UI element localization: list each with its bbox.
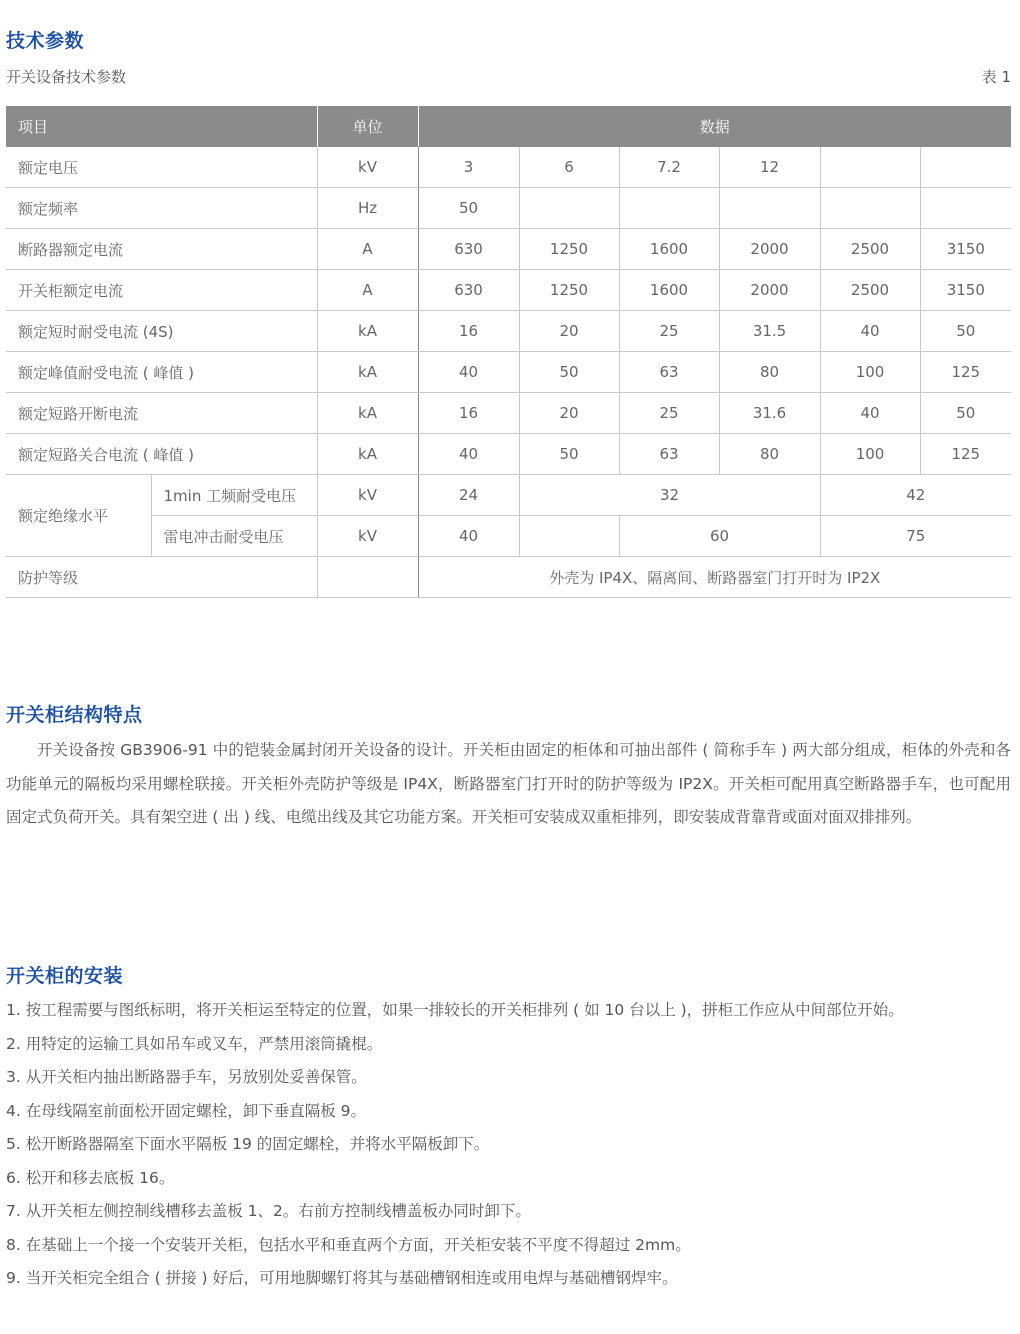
cell: 外壳为 IP4X、隔离间、断路器室门打开时为 IP2X [418, 557, 1011, 598]
list-item: 6. 松开和移去底板 16。 [6, 1168, 175, 1187]
list-item: 2. 用特定的运输工具如吊车或叉车，严禁用滚筒撬棍。 [6, 1034, 383, 1053]
table-row [6, 434, 1011, 475]
section-title-structure: 开关柜结构特点 [6, 704, 143, 726]
cell: 20 [519, 393, 619, 434]
cell: 31.5 [719, 311, 820, 352]
section-title-tech-params: 技术参数 [6, 30, 85, 52]
cell: 80 [719, 434, 820, 475]
table-row [6, 270, 1011, 311]
cell: 1250 [519, 270, 619, 311]
list-item: 3. 从开关柜内抽出断路器手车，另放别处妥善保管。 [6, 1068, 367, 1086]
row-label: 额定电压 [6, 147, 317, 188]
insulation-label: 额定绝缘水平 [6, 475, 151, 557]
cell: 75 [820, 516, 1011, 557]
installation-steps [6, 994, 1011, 1296]
table-row [6, 147, 1011, 188]
list-item: 8. 在基础上一个接一个安装开关柜，包括水平和垂直两个方面，开关柜安装不平度不得超过 2mm。 [6, 1235, 691, 1254]
row-unit: kV [317, 147, 418, 188]
table-caption-row [6, 66, 1011, 88]
row-unit: kV [317, 516, 418, 557]
list-item: 7. 从开关柜左侧控制线槽移去盖板 1、2。右前方控制线槽盖板办同时卸下。 [6, 1202, 531, 1220]
row-label: 开关柜额定电流 [6, 270, 317, 311]
row-unit: kA [317, 393, 418, 434]
table-caption: 开关设备技术参数 [6, 68, 127, 86]
table-row-protection [6, 557, 1011, 598]
cell: 40 [820, 311, 920, 352]
table-row-insulation-lightning [6, 516, 1011, 557]
table-row [6, 393, 1011, 434]
cell: 12 [719, 147, 820, 188]
cell: 2500 [820, 229, 920, 270]
cell: 1600 [619, 270, 719, 311]
row-label: 额定短时耐受电流 (4S) [6, 311, 317, 352]
list-item: 1. 按工程需要与图纸标明，将开关柜运至特定的位置，如果一排较长的开关柜排列 ( 如 10 台以上 )，拼柜工作应从中间部位开始。 [6, 1001, 904, 1019]
row-unit: Hz [317, 188, 418, 229]
cell [619, 188, 719, 229]
cell [820, 188, 920, 229]
cell: 25 [619, 311, 719, 352]
section-title-installation: 开关柜的安装 [6, 965, 124, 987]
cell [920, 188, 1011, 229]
cell: 16 [418, 311, 519, 352]
row-label: 断路器额定电流 [6, 229, 317, 270]
row-label: 雷电冲击耐受电压 [151, 516, 317, 557]
cell: 1600 [619, 229, 719, 270]
row-unit: A [317, 229, 418, 270]
cell: 50 [418, 188, 519, 229]
cell: 80 [719, 352, 820, 393]
cell: 20 [519, 311, 619, 352]
cell: 16 [418, 393, 519, 434]
row-label: 1min 工频耐受电压 [151, 475, 317, 516]
cell: 63 [619, 352, 719, 393]
table-header-row [6, 106, 1011, 147]
cell: 2000 [719, 229, 820, 270]
cell: 32 [519, 475, 820, 516]
cell: 40 [418, 516, 519, 557]
table-row [6, 229, 1011, 270]
cell: 7.2 [619, 147, 719, 188]
cell: 24 [418, 475, 519, 516]
cell [719, 188, 820, 229]
table-number: 表 1 [981, 68, 1011, 86]
cell [920, 147, 1011, 188]
row-label: 防护等级 [6, 557, 317, 598]
cell: 6 [519, 147, 619, 188]
row-unit: kA [317, 434, 418, 475]
spec-table [6, 106, 1011, 598]
row-label: 额定短路关合电流 ( 峰值 ) [6, 434, 317, 475]
row-unit [317, 557, 418, 598]
table-row [6, 352, 1011, 393]
table-row [6, 311, 1011, 352]
cell: 2000 [719, 270, 820, 311]
cell: 50 [920, 311, 1011, 352]
structure-paragraph: 开关设备按 GB3906-91 中的铠装金属封闭开关设备的设计。开关柜由固定的柜体和可抽出部件 ( 简称手车 ) 两大部分组成，柜体的外壳和各功能单元的隔板均采用螺栓联接。开关柜外壳防护等级是 IP4X，断路器室门打开时的防护等级为 IP2X。开关柜可配用真空断路器手车，也可配用固定式负荷开关。具有架空进 ( 出 ) 线、电缆出线及其它功能方案。开关柜可安装成双重柜排列，即安装成背靠背或面对面双排排列。 [6, 741, 1011, 826]
cell: 100 [820, 352, 920, 393]
cell: 31.6 [719, 393, 820, 434]
cell: 630 [418, 270, 519, 311]
cell: 2500 [820, 270, 920, 311]
cell [519, 188, 619, 229]
row-unit: A [317, 270, 418, 311]
cell: 1250 [519, 229, 619, 270]
cell: 25 [619, 393, 719, 434]
list-item: 5. 松开断路器隔室下面水平隔板 19 的固定螺栓，并将水平隔板卸下。 [6, 1135, 490, 1153]
cell [820, 147, 920, 188]
list-item: 9. 当开关柜完全组合 ( 拼接 ) 好后，可用地脚螺钉将其与基础槽钢相连或用电焊与基础槽钢焊牢。 [6, 1269, 678, 1287]
row-label: 额定峰值耐受电流 ( 峰值 ) [6, 352, 317, 393]
header-unit: 单位 [317, 106, 418, 147]
cell: 3150 [920, 229, 1011, 270]
cell: 125 [920, 352, 1011, 393]
cell: 50 [519, 352, 619, 393]
cell: 3 [418, 147, 519, 188]
table-row [6, 188, 1011, 229]
list-item: 4. 在母线隔室前面松开固定螺栓，卸下垂直隔板 9。 [6, 1101, 367, 1120]
cell: 60 [619, 516, 820, 557]
row-unit: kA [317, 311, 418, 352]
table-row-insulation-power-freq [6, 475, 1011, 516]
cell: 125 [920, 434, 1011, 475]
cell [519, 516, 619, 557]
header-item: 项目 [6, 106, 317, 147]
row-label: 额定频率 [6, 188, 317, 229]
row-label: 额定短路开断电流 [6, 393, 317, 434]
header-data: 数据 [418, 106, 1011, 147]
cell: 3150 [920, 270, 1011, 311]
cell: 50 [920, 393, 1011, 434]
cell: 40 [418, 434, 519, 475]
row-unit: kV [317, 475, 418, 516]
cell: 630 [418, 229, 519, 270]
cell: 50 [519, 434, 619, 475]
cell: 40 [418, 352, 519, 393]
cell: 63 [619, 434, 719, 475]
cell: 42 [820, 475, 1011, 516]
cell: 100 [820, 434, 920, 475]
cell: 40 [820, 393, 920, 434]
row-unit: kA [317, 352, 418, 393]
